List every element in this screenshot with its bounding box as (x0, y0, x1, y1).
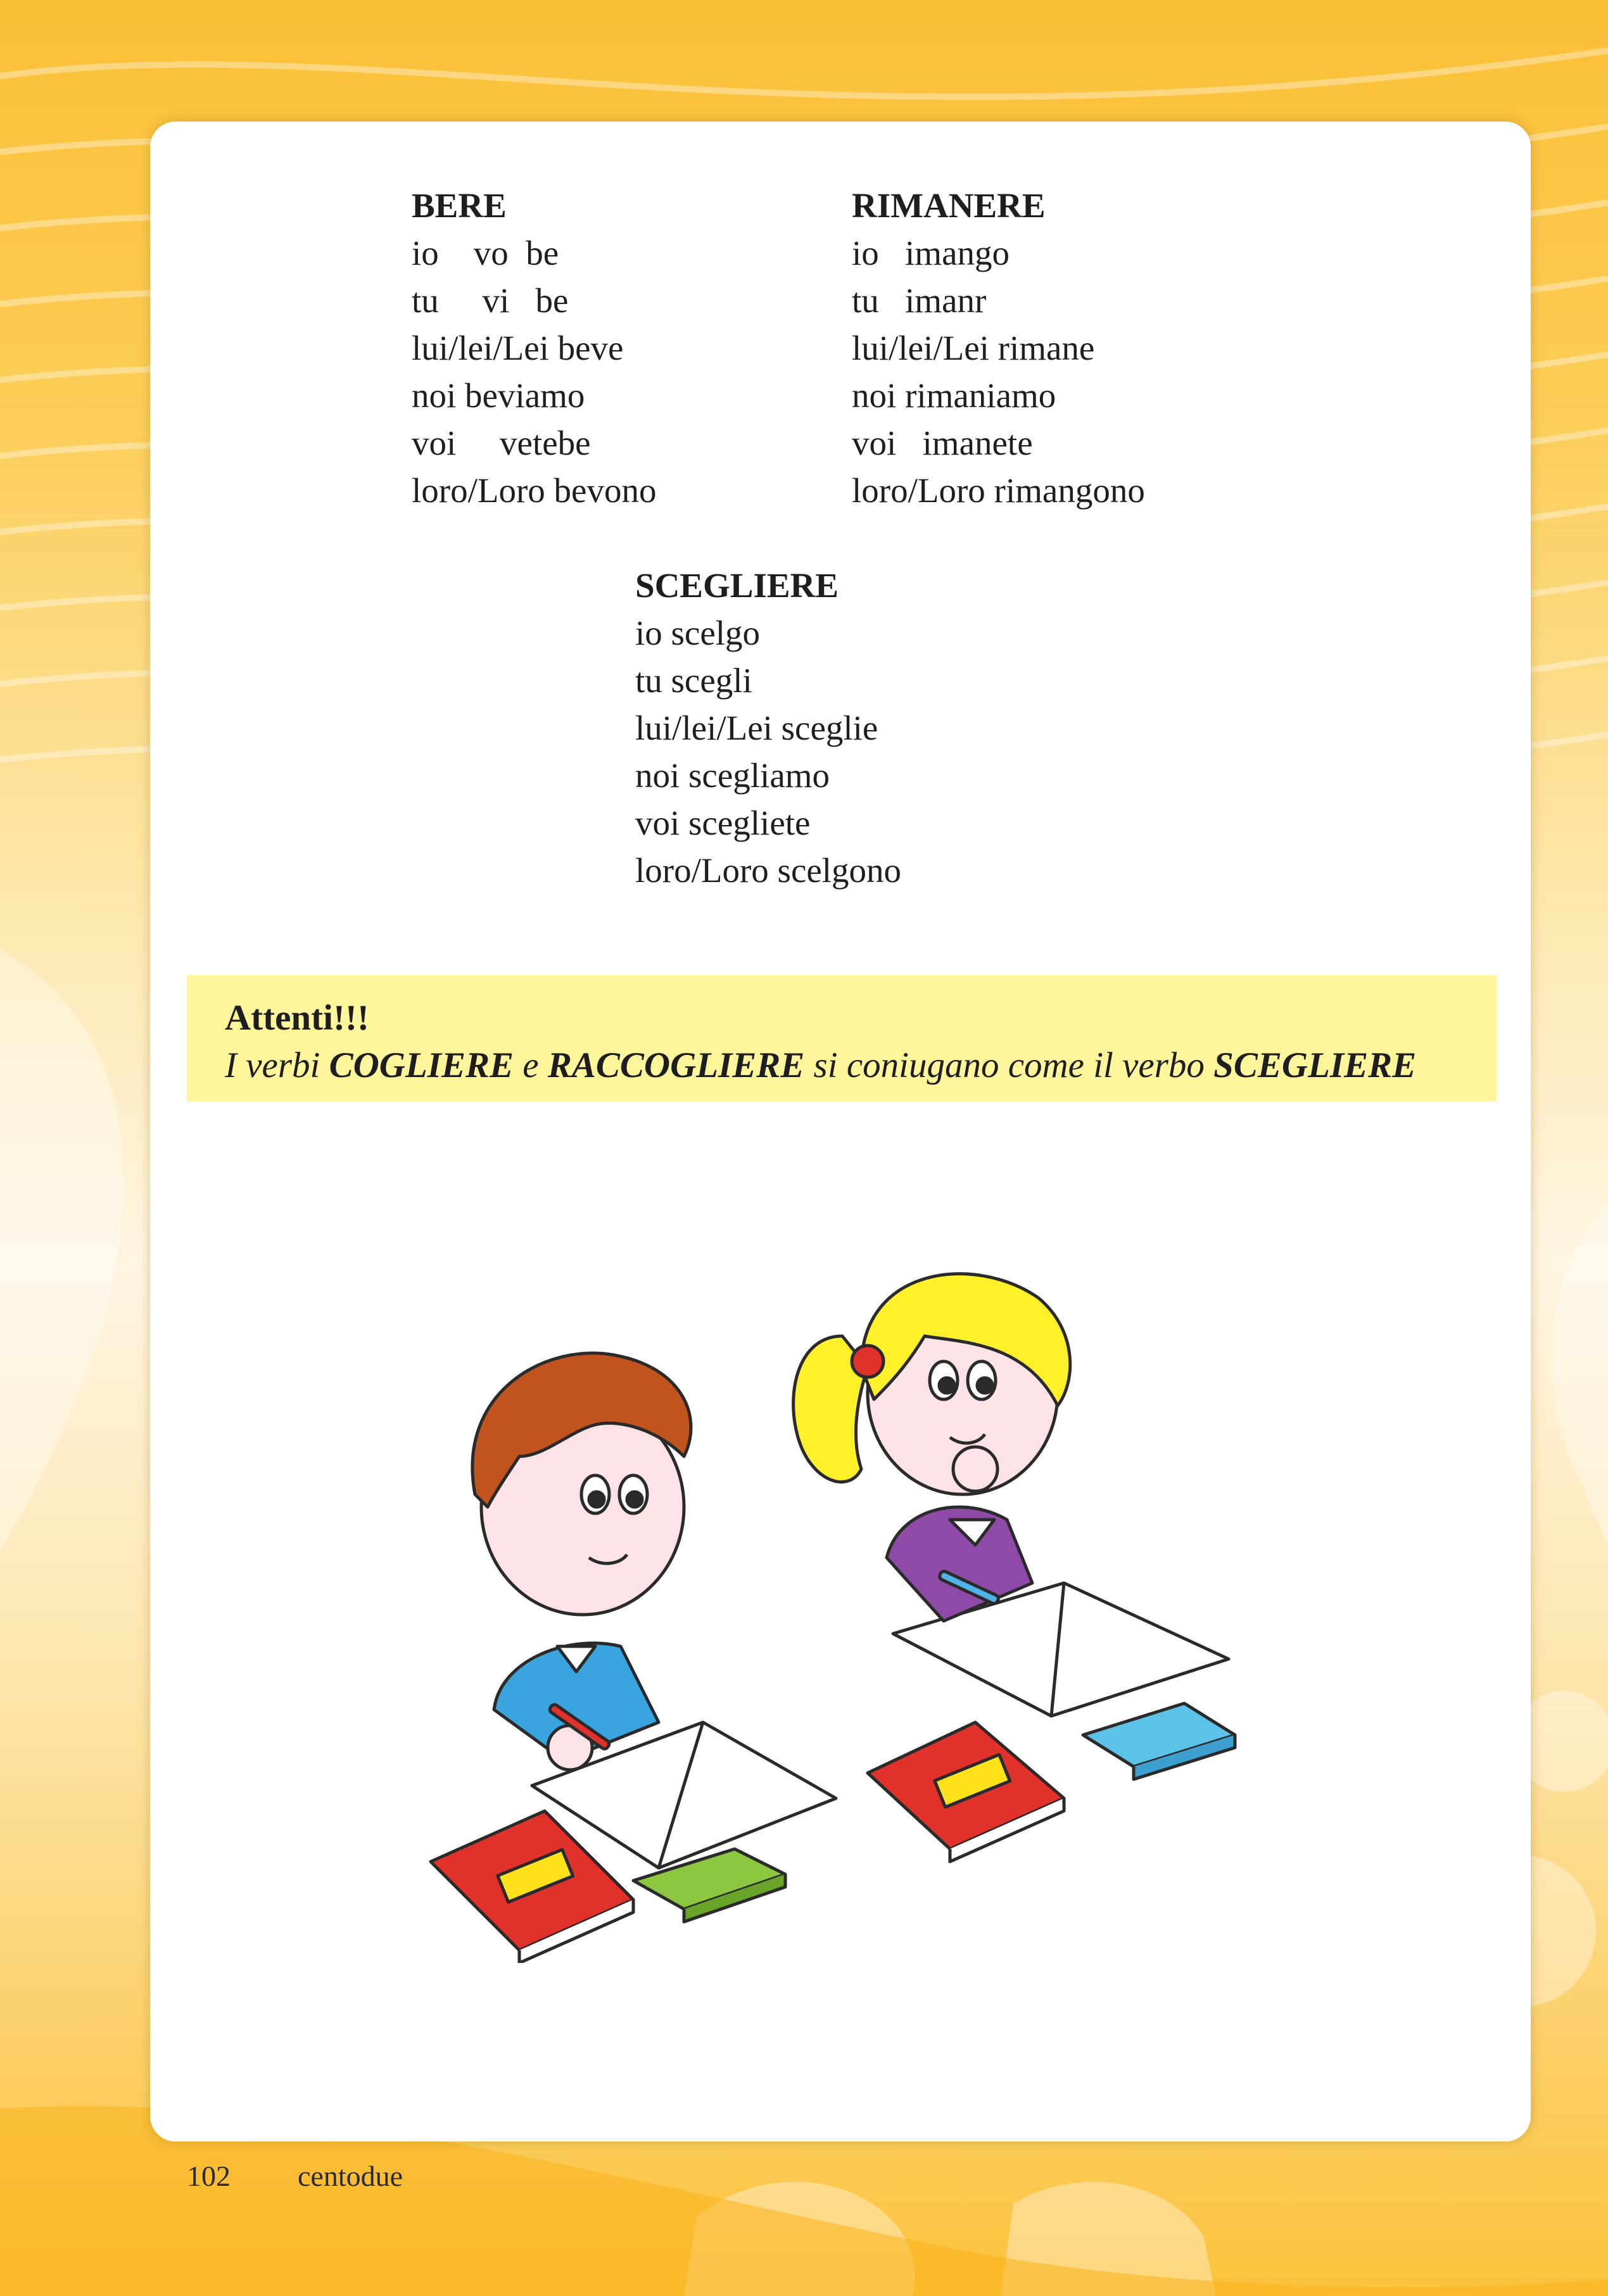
verb-title: SCEGLIERE (635, 566, 839, 605)
conjugation-line: tu imanr (852, 281, 987, 320)
girl-hair-tie (852, 1346, 883, 1377)
conjugation-line: lui/lei/Lei rimane (852, 329, 1095, 367)
verb-title: BERE (412, 186, 507, 225)
conjugation-line: noi rimaniamo (852, 376, 1056, 415)
sentence-part: e (514, 1045, 548, 1085)
conjugation-line: voi vetebe (412, 424, 591, 462)
illustration-drawing (405, 1228, 1248, 1963)
conjugation-line: loro/Loro bevono (412, 471, 657, 510)
conjugation-rimanere (852, 182, 1145, 514)
conjugation-line: loro/Loro scelgono (635, 851, 902, 890)
conjugation-line: noi beviamo (412, 376, 585, 415)
conjugation-bere (412, 182, 656, 514)
verb-scegliere: SCEGLIERE (1213, 1045, 1417, 1085)
verb-title: RIMANERE (852, 186, 1046, 225)
conjugation-scegliere (635, 562, 901, 894)
conjugation-line: tu vi be (412, 281, 569, 320)
conjugation-line: lui/lei/Lei beve (412, 329, 624, 367)
conjugation-line: lui/lei/Lei sceglie (635, 709, 878, 747)
callout-heading: Attenti!!! (225, 998, 369, 1038)
page-number: 102 (187, 2160, 231, 2192)
callout-sentence (225, 1042, 1497, 1089)
blue-book (1083, 1703, 1235, 1767)
conjugation-line: io vo be (412, 234, 559, 272)
conjugation-line: io imango (852, 234, 1010, 272)
page-number-word: centodue (298, 2160, 403, 2192)
conjugation-line: voi scegliete (635, 804, 811, 842)
conjugation-line: voi imanete (852, 424, 1033, 462)
conjugation-line: noi scegliamo (635, 756, 830, 795)
sentence-part: I verbi (225, 1045, 329, 1085)
children-studying-illustration (405, 1228, 1248, 1963)
conjugation-line: io scelgo (635, 614, 761, 652)
conjugation-line: tu scegli (635, 661, 752, 700)
attention-callout (187, 975, 1497, 1102)
verb-raccogliere: RACCOGLIERE (547, 1045, 805, 1085)
verb-cogliere: COGLIERE (329, 1045, 514, 1085)
sentence-part: si coniugano come il verbo (804, 1045, 1214, 1085)
conjugation-line: loro/Loro rimangono (852, 471, 1145, 510)
